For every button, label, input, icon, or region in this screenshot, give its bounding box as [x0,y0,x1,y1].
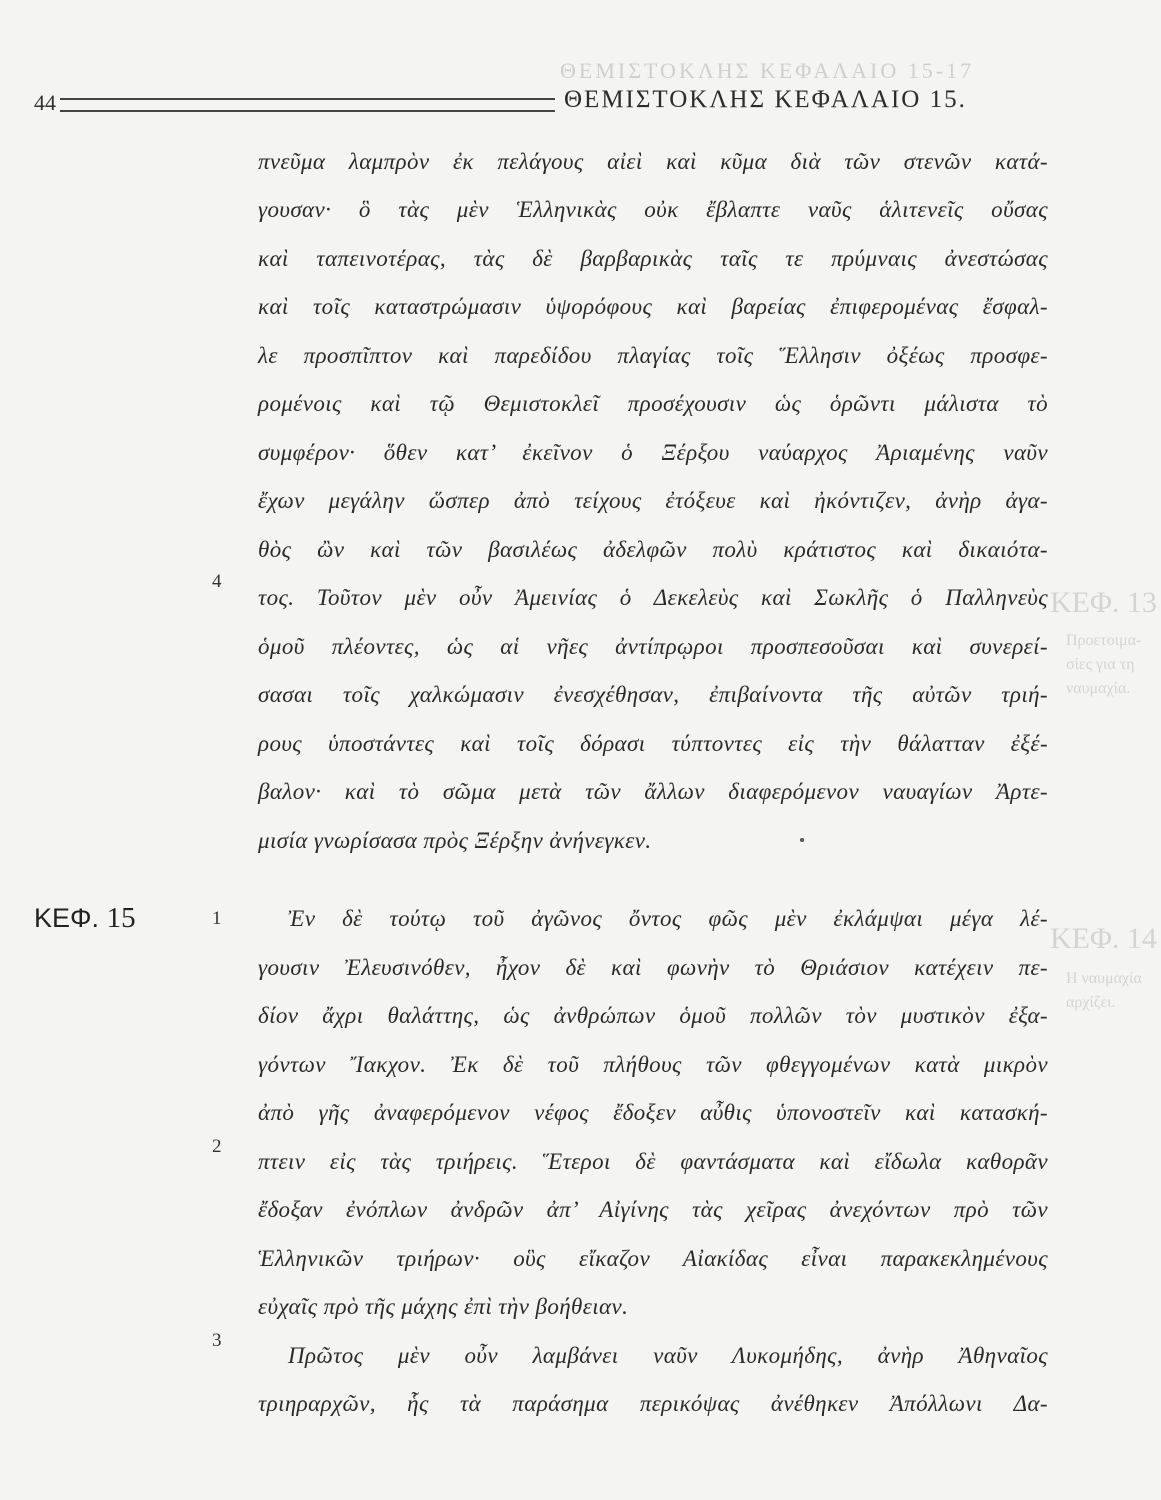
bleed-note-line: αρχίζει. [1066,994,1116,1011]
text-line: ἔχων μεγάλην ὥσπερ ἀπὸ τείχους ἐτόξευε καὶ ἠκόντιζεν, ἀνὴρ ἀγα- [258,488,1048,513]
bleed-through-header: ΘΕΜΙΣΤΟΚΛΗΣ ΚΕΦΑΛΑΙΟ 15-17 [560,58,975,83]
text-line: ὁμοῦ πλέοντες, ὡς αἱ νῆες ἀντίπρῳροι προσπεσοῦσαι καὶ συνερεί- [258,634,1048,659]
text-line: δίον ἄχρι θαλάττης, ὡς ἀνθρώπων ὁμοῦ πολλῶν τὸν μυστικὸν ἐξα- [258,1003,1048,1028]
bleed-chapter-label-2: ΚΕΦ. 14 [1050,922,1157,955]
text-line: Ἑλληνικῶν τριήρων· οὓς εἴκαζον Αἰακίδας εἶναι παρακεκλημένους [258,1246,1048,1271]
text-line: συμφέρον· ὅθεν κατ’ ἐκεῖνον ὁ Ξέρξου ναύαρχος Ἀριαμένης ναῦν [258,440,1048,465]
text-line: μισία γνωρίσασα πρὸς Ξέρξην ἀνήνεγκεν. [258,828,652,853]
margin-number-1: 1 [212,908,222,929]
text-line: γουσαν· ὃ τὰς μὲν Ἑλληνικὰς οὐκ ἔβλαπτε ναῦς ἁλιτενεῖς οὔσας [258,197,1048,222]
text-line: πτειν εἰς τὰς τριήρεις. Ἕτεροι δὲ φαντάσματα καὶ εἴδωλα καθορᾶν [258,1149,1048,1174]
text-line: ἀπὸ γῆς ἀναφερόμενον νέφος ἔδοξεν αὖθις ὑπονοστεῖν καὶ κατασκή- [258,1100,1048,1125]
bleed-note-line: σίες για τη [1066,656,1135,673]
text-line: τος. Τοῦτον μὲν οὖν Ἀμεινίας ὁ Δεκελεὺς καὶ Σωκλῆς ὁ Παλληνεὺς [258,585,1048,610]
bleed-chapter-label-1: ΚΕΦ. 13 [1050,586,1157,619]
text-line: ρομένοις καὶ τῷ Θεμιστοκλεῖ προσέχουσιν ὡς ὁρῶντι μάλιστα τὸ [258,391,1048,416]
text-line: πνεῦμα λαμπρὸν ἐκ πελάγους αἰεὶ καὶ κῦμα διὰ τῶν στενῶν κατά- [258,149,1048,174]
text-line: γουσιν Ἐλευσινόθεν, ἦχον δὲ καὶ φωνὴν τὸ Θριάσιον κατέχειν πε- [258,955,1048,980]
text-line: ἔδοξαν ἐνόπλων ἀνδρῶν ἀπ’ Αἰγίνης τὰς χεῖρας ἀνεχόντων πρὸ τῶν [258,1197,1048,1222]
text-line: καὶ ταπεινοτέρας, τὰς δὲ βαρβαρικὰς ταῖς τε πρύμναις ἀνεστώσας [258,246,1048,271]
text-line: σασαι τοῖς χαλκώμασιν ἐνεσχέθησαν, ἐπιβαίνοντα τῆς αὐτῶν τριή- [258,682,1048,707]
text-line: Ἐν δὲ τούτῳ τοῦ ἀγῶνος ὄντος φῶς μὲν ἐκλάμψαι μέγα λέ- [288,906,1048,931]
text-line: γόντων Ἴακχον. Ἐκ δὲ τοῦ πλήθους τῶν φθεγγομένων κατὰ μικρὸν [258,1052,1048,1077]
margin-number-2: 2 [212,1136,222,1157]
text-line: λε προσπῖπτον καὶ παρεδίδου πλαγίας τοῖς Ἕλλησιν ὀξέως προσφε- [258,343,1048,368]
header-rule [60,98,555,112]
margin-number-4: 4 [212,571,222,592]
text-line: τριηραρχῶν, ἧς τὰ παράσημα περικόψας ἀνέθηκεν Ἀπόλλωνι Δα- [258,1391,1048,1416]
running-head: ΘΕΜΙΣΤΟΚΛΗΣ ΚΕΦΑΛΑΙΟ 15. [564,86,967,113]
text-line: εὐχαῖς πρὸ τῆς μάχης ἐπὶ τὴν βοήθειαν. [258,1294,629,1319]
chapter-label [34,902,136,935]
chapter-label-text: ΚΕΦ. [34,903,100,933]
bleed-note-line: ναυμαχία. [1066,680,1131,697]
page-number: 44 [34,90,56,115]
text-line: βαλον· καὶ τὸ σῶμα μετὰ τῶν ἄλλων διαφερόμενον ναυαγίων Ἀρτε- [258,779,1048,804]
text-line: Πρῶτος μὲν οὖν λαμβάνει ναῦν Λυκομήδης, ἀνὴρ Ἀθηναῖος [288,1343,1048,1368]
bleed-note-line: Η ναυμαχία [1066,970,1142,987]
text-line: ρους ὑποστάντες καὶ τοῖς δόρασι τύπτοντες εἰς τὴν θάλατταν ἐξέ- [258,731,1048,756]
text-line: καὶ τοῖς καταστρώμασιν ὑψορόφους καὶ βαρείας ἐπιφερομένας ἔσφαλ- [258,294,1048,319]
text-line: θὸς ὢν καὶ τῶν βασιλέως ἀδελφῶν πολὺ κράτιστος καὶ δικαιότα- [258,537,1048,562]
margin-number-3: 3 [212,1330,222,1351]
chapter-number: 15 [106,902,136,934]
bleed-note-line: Προετοιμα- [1066,632,1142,649]
